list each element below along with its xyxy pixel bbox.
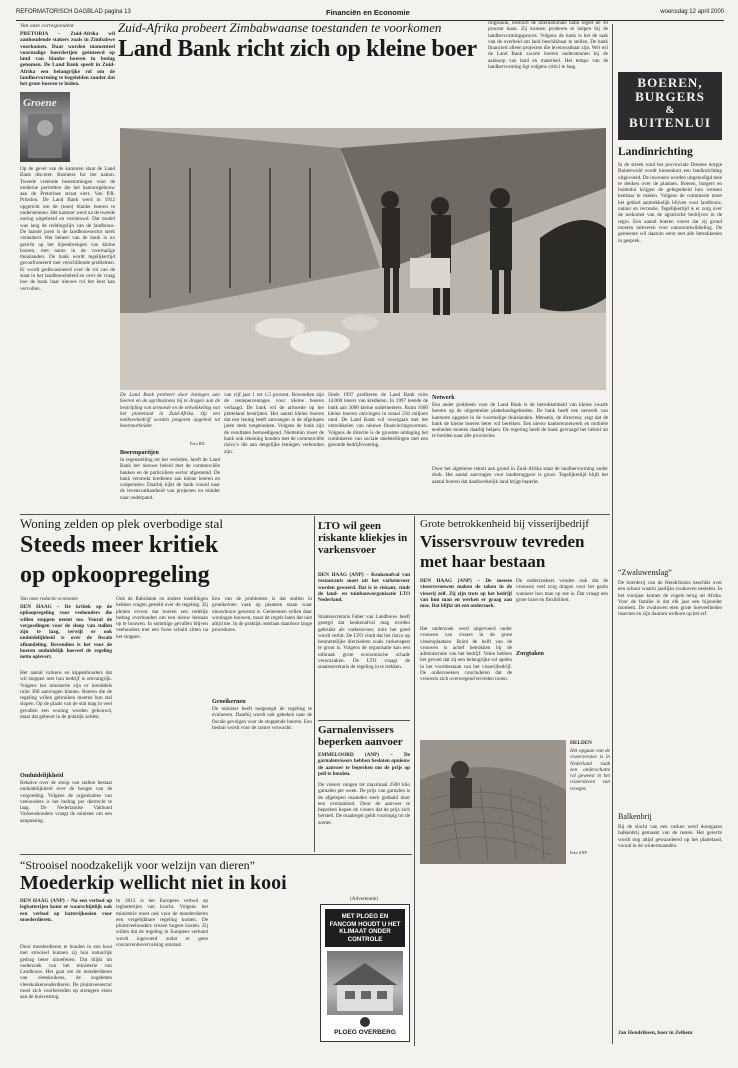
vissers-caption: Het opgaan van de vissersvrouw is in Nederland vaak een onderschatte rol geweest in het vissersleven van vroeger. (570, 748, 610, 792)
land-bank-col5b (432, 392, 608, 508)
garnalen-lead: EMMELOORD (ANP) – De garnalenvissers hebben besloten opnieuw de aanvoer te beperken om de prijs op peil te houden. (318, 752, 410, 777)
header-right: woensdag 12 april 2000 (660, 9, 724, 15)
lto-lead: DEN HAAG (ANP) – Keukenafval van restaurants moet uit het varkensvoer worden geweerd. Dat is te riskant, vindt de land- en tuinbouworganisatie LTO Nederland. (318, 572, 410, 604)
land-bank-col1-text: Op de gevel van de kantoren staat de Land Bank discreet: Business for the nation. Tweede vreemde bestemmingen voor de moderne portretten die het kantoorgebouw aan de Pretoriase straat siert. Van P.R. Prinsloo. De Land Bank werd in 1912 opgericht om de (toen) blanke boeren te ondersteunen. Het kantoor werd na de tweede oorlog uitgebreid en vernieuwd. Dat model was lang de reddingslijn van de landbouw. De laatste jaren is de landbouwsector sterk veranderd. Het beheer van de bank is nu gericht op het bijeenbrengen van kleine boeren, met name in de voormalige thuislanden. De bank wordt tegelijkertijd geconfronteerd met verschillende problemen. Er wordt gediscussieerd over de rol van de staat in het landbouwbeleid en over de vraag hoe de bank haar nieuwe rol het best kan vervullen. (20, 166, 115, 292)
moederkip-lead: DEN HAAG (ANP) – Na een verbod op legbatterijen komt er waarschijnlijk ook een verbod op batterijkooien voor moederdieren. (20, 898, 112, 923)
sidebar-title: Landinrichting (618, 146, 693, 158)
land-bank-col1-flow (74, 92, 115, 164)
land-bank-col5-text-c: Door het algemene tekort aan grond in Zuid-Afrika staat de landhervorming onder druk. Het aantal aanvragen voor landteruggave is groot. Tegelijkertijd blijft het aantal boeren dat daadwerkelijk land krijgt beperkt. (432, 466, 608, 485)
stal-lead: DEN HAAG – De kritiek op de opkoopregeling voor veehouders die willen stoppen neemt toe. Vooral de vergoedingen voor de sloop van stallen zijn te laag, terwijl er ook onduidelijkheid is over de fiscale afhandeling. Bovendien is het voor de boeren onduidelijk hoeveel de regeling netto oplevert. (20, 604, 112, 661)
stal-text-a: Het aantal varkens en kippenhouders dat wil stoppen met hun bedrijf is omvangrijk. Volgens het ministerie zijn er inmiddels ruim 300 aanvragen binnen. Boeren die de regeling willen gebruiken moeten hun stal slopen. Op de plaats van de stal mag in veel gevallen een woning worden gebouwd, maar dat gebeurt in de praktijk zelden. (20, 670, 112, 721)
vissers-text: Het onderzoek werd uitgevoerd onder vrouwen van vissers in de grote vissersplaatsen. Ruim de helft van de vrouwen is actief betrokken bij de administratie van het bedrijf. Velen hebben het gevoel dat zij een belangrijke rol spelen in het voortbestaan van het visserijbedrijf. De onderzoekers concluderen dat de vrouwen zich overwegend tevreden tonen. (420, 626, 512, 683)
land-bank-col5 (488, 20, 608, 128)
moederkip-text-b: In 2012 is het Europees verbod op legbatterijen van kracht. Volgens het ministerie moet ook voor de moederdieren een vergelijkbare regeling komen. De pluimveehouders vrezen hogere kosten. Zij willen dat de regeling in Europees verband wordt ingevoerd zodat er geen concurrentievervalsing ontstaat. (116, 898, 208, 949)
vissers-text-b: De onderzoekers vonden ook dat de vrouwen veel zorg dragen voor het gezin wanneer hun man op zee is. Dat vraagt een grote inzet en flexibiliteit. (516, 578, 608, 603)
stal-text-c: Ook de Rabobank en andere instellingen hebben vragen gesteld over de regeling. Zij pleiten ervoor dat boeren een redelijk bedrag overhouden om een nieuw bestaan op te bouwen. In sommige gevallen blijven veehouders met een forse schuld zitten na het stoppen. (116, 596, 208, 640)
land-bank-col3-text: van vijf jaar 1 tot 1,5 procent. Bovendien zijn de rentepercentages voor kleine boeren verlaagd. De bank wil de armoede op het platteland bestrijden. Het aantal kleine boeren dat een lening heeft ontvangen is de afgelopen jaren sterk toegenomen. Volgens de bank zijn de resultaten bemoedigend. Niettemin moet de bank ook rekening houden met de commerciële risico’s die aan dergelijke leningen verbonden zijn. (224, 392, 324, 455)
land-bank-photo-credit: Foto RD (190, 441, 205, 446)
advert[interactable] (320, 904, 410, 1042)
sidebar-text: In de streek rond het provinciale Drentse dorpje Ruinerwold wordt binnenkort een landinrichting uitgevoerd. De inwoners worden uitgenodigd mee te denken over de plannen. Boeren, burgers en buitenlui krijgen de gelegenheid hun wensen kenbaar te maken. Volgens de commissie moet het gebied aantrekkelijk blijven voor landbouw, natuur en recreatie. Tegelijkertijd is er zorg over de toekomst van de agrarische bedrijven in de regio. Een aantal boeren vreest dat zij grond moeten inleveren voor natuurontwikkeling. De gemeente wil daarom eerst met alle betrokkenen in gesprek. (618, 162, 722, 244)
svg-text:Groene: Groene (23, 97, 57, 109)
land-bank-col2-text: In tegenstelling tot het verleden, heeft de Land Bank het nieuwe beleid met de commerciële banken en de particuliere sector afgestemd. De bank verstrekt kredieten aan kleine boeren en coöperaties. Daarbij kijkt de bank vooral naar de levensvatbaarheid van projecten en minder naar onderpand. (120, 457, 220, 501)
sidebar-subhead-balken: Balkenbrij (618, 812, 652, 821)
magazine-cover-illustration (20, 92, 70, 162)
stal-subhead-onduidelijkheid: Onduidelijkheid (20, 772, 64, 779)
stal-subhead-groeikernen: Groeikernen (212, 698, 246, 705)
moederkip-text: Door moederdieren te houden in een kooi met strooisel kunnen zij hun natuurlijk gedrag beter uitoefenen. Dat blijkt uit onderzoek van het ministerie van Landbouw. Het gaat om de moederdieren van vleeskuikens, de zogeheten vleeskuikenouderdieren. De pluimveesector moet zich voorbereiden op strengere eisen aan de huisvesting. (20, 944, 112, 1001)
vissers-photo-credit: Foto ANP (570, 850, 587, 855)
stal-text-b: Behalve over de sloop van stallen bestaat onduidelijkheid over de hoogte van de vergoeding. Volgens de organisaties van veehouders is het bedrag per dierrecht te laag. De Nederlandse Vakbond Varkenshouders vraagt de minister om een aanpassing. (20, 780, 112, 824)
lto-headline: LTO wil geen riskante kliekjes in varkensvoer (318, 520, 408, 556)
vissers-caption-label: HELDEN (570, 740, 592, 746)
poultry-house-illustration (327, 951, 403, 1015)
vissers-lead: DEN HAAG (ANP) – De meeste vissersvrouwen maken de taken in de visserij zelf. Zij zijn trots op het bedrijf van hun man en werken er graag aan mee. Dat blijkt uit een onderzoek. (420, 578, 512, 610)
sidebar-subhead-zwaluw: “Zwaluwenslag” (618, 568, 672, 577)
garnalen-headline: Garnalenvissers beperken aanvoer (318, 724, 403, 748)
moederkip-text-c (212, 898, 312, 1044)
vissers-kicker: Grote betrokkenheid bij visserijbedrijf (420, 518, 589, 530)
banner-line-1: BOEREN, (637, 75, 703, 90)
fishing-net-scene (420, 740, 566, 864)
magazine-cover-photo (20, 92, 70, 162)
header-center: Financiën en Economie (326, 8, 410, 17)
land-bank-lead: PRETORIA – Zuid-Afrika wil aanhoudende stakers zoals in Zimbabwe voorkomen. Daar worden momenteel voormalige boerderijen geënteerd op land van blanke boeren in beslag genomen. De Land Bank speelt in Zuid-Afrika een belangrijke rol om de landhervorming te begeleiden zonder dat het grote boeren te leiden. (20, 31, 115, 88)
land-bank-photo-caption: De Land Bank probeert door leningen aan boeren en de agribusiness bij te dragen aan de bestrijding van armoede en de ontwikkeling van het platteland in Zuid-Afrika. Op een melkveebedrijf worden jongeren opgeleid tot boerenarbeider. (120, 392, 220, 430)
land-bank-kicker: Zuid-Afrika probeert Zimbabwaanse toestanden te voorkomen (118, 20, 442, 35)
land-bank-col5-text-b: Een ander probleem voor de Land Bank is de betrokkenheid van kleine zwarte boeren op de uitgestrekte plattelandsgebieden. De bank heeft een netwerk van kantoren opgezet in de voormalige thuislanden. Mensela, de directeur, zegt dat de bank de kleine boeren beter wil bereiken. Een nieuw kantorennetwerk en mobiele eenheden moeten daarbij helpen. De regering heeft de bank gevraagd het beleid uit te breiden naar alle provincies. (432, 402, 608, 440)
stal-headline-2: op opkoopregeling (20, 562, 210, 588)
vissers-subhead-zorgtaken: Zorgtaken (516, 650, 544, 657)
stal-kicker: Woning zelden op plek overbodige stal (20, 516, 223, 531)
moederkip-kicker: “Strooisel noodzakelijk voor welzijn van dieren” (20, 858, 255, 872)
land-bank-photo (120, 128, 606, 390)
land-bank-subhead-netwerk: Netwerk (432, 394, 455, 401)
banner-line-2: BURGERS (635, 89, 705, 104)
advert-headline: MET PLOEG EN FANCOM HOUDT U HET KLIMAAT ONDER CONTROLE (325, 909, 405, 947)
vissers-headline-2: met haar bestaan (420, 552, 546, 571)
advert-brand: PLOEG OVERBERG (334, 1029, 396, 1037)
advert-image (327, 951, 403, 1015)
sidebar-text-b: De boerderij van de Hendrikszes beschikt over een schuur waarin jaarlijks zwaluwen nestelen. In het voorjaar komen de vogels terug uit Afrika. Voor de familie is dat elk jaar een bijzonder moment. De zwaluwen eten grote hoeveelheden insecten en zijn daarom welkom op het erf. (618, 580, 722, 618)
advert-logo-icon (360, 1017, 370, 1027)
advert-label: (Advertentie) (350, 896, 378, 902)
sidebar-signature: Jan Hendriksen, boer in Zelhem (618, 1030, 693, 1036)
banner-line-3: & (665, 104, 675, 116)
land-bank-col5-text: ringsbank, bestuurt de internationale bank regelt de 30 procent baan. Zij kunnen proberen te helpen bij de landhervormingsproces. Volgens de bank is het de taak van de overheid om land beschikbaar te stellen. De bank financiert alleen projecten die levensvatbaar zijn. Wel wil de Land Bank zwarte boeren ondersteunen bij de aankoop van land en materieel. Het tempo van de landhervorming ligt volgens critici te laag. (488, 20, 608, 71)
lto-text: Staatssecretaris Faber van Landbouw heeft gezegd dat keukenafval mag worden gebruikt als varkensvoer, mits het goed wordt verhit. De LTO vindt dat het risico op besmettelijke dierziekten zoals varkenspest te groot is. Volgens de organisatie kan een uitbraak grote economische schade veroorzaken. De LTO vraagt de staatssecretaris de regeling in te trekken. (318, 614, 410, 671)
garnalen-text: De vissers vangen tot maximaal 2500 kilo garnalen per week. De prijs van garnalen is de afgelopen maanden sterk gedaald door een overaanbod. Door de aanvoer te beperken hopen de vissers dat de prijs zich herstelt. De maatregel geldt voorlopig tot de zomer. (318, 782, 410, 826)
sidebar-text-c: Bij de slacht van een varken werd doorgaans balkenbrij gemaakt van de resten. Het gerecht wordt nog altijd gewaardeerd op het platteland, vooral in de wintermaanden. (618, 824, 722, 849)
stal-text-e: De minister heeft toegezegd de regeling te evalueren. Daarbij wordt ook gekeken naar de fiscale gevolgen voor de stoppende boeren. Een besluit wordt voor de zomer verwacht. (212, 706, 312, 731)
stal-headline-1: Steeds meer kritiek (20, 532, 219, 558)
land-bank-subhead-boerenpartijen: Boerenpartijen (120, 450, 159, 456)
land-bank-col4-text: Sinds 1997 profiteren de Land Bank ruim 14.000 leners van kredieten. In 1997 leende de bank aan 3000 kleine ondernemers. Ruim 1600 kleine boeren ontvingen in totaal 250 miljoen rand. De Land Bank wil voortgaan met het ontwikkelen van nieuwe financieringsvormen. Volgens de directie is de grootste uitdaging het combineren van sociale doelstellingen met een gezonde bedrijfsvoering. (328, 392, 428, 449)
land-bank-byline: Van onze correspondent (20, 23, 74, 29)
header-left: REFORMATORISCH DAGBLAD pagina 13 (16, 9, 131, 15)
moederkip-headline: Moederkip wellicht niet in kooi (20, 872, 287, 894)
land-bank-headline: Land Bank richt zich op kleine boer (118, 36, 477, 62)
vissers-headline-1: Vissersvrouw tevreden (420, 532, 585, 551)
banner-line-4: BUITENLUI (629, 115, 711, 130)
farm-workers-scene (120, 128, 606, 390)
stal-text-d: Een van de problemen is dat stallen in groeikernen vaak op plaatsen staan waar nieuwbouw gewenst is. Gemeenten willen daar woningen bouwen, maar de regels laten dat niet altijd toe. In de praktijk ontstaan daardoor lange procedures. (212, 596, 312, 634)
sidebar-banner (618, 72, 722, 140)
stal-byline: Van onze redactie economie (20, 596, 78, 602)
vissers-photo (420, 740, 566, 864)
land-bank-col2-block (120, 448, 220, 508)
